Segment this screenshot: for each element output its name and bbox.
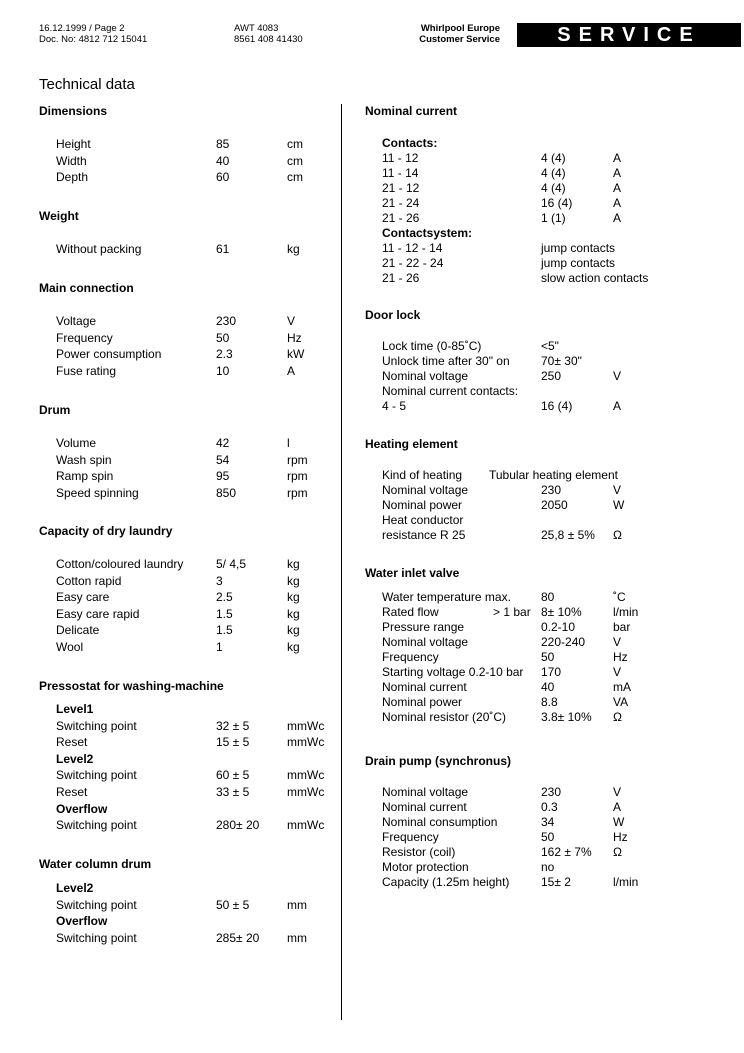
- spec-unit: V: [613, 369, 622, 383]
- spec-label: Without packing: [56, 242, 142, 256]
- spec-unit: V: [287, 314, 296, 328]
- spec-label: Starting voltage 0.2-10 bar: [382, 665, 524, 679]
- section-title-water-column-drum: Water column drum: [39, 857, 152, 871]
- spec-unit: A: [613, 151, 622, 165]
- spec-unit: l/min: [613, 605, 639, 619]
- spec-value: 170: [541, 665, 562, 679]
- spec-unit: V: [613, 665, 622, 679]
- subheading-level2: Level2: [56, 751, 94, 766]
- spec-label: Wash spin: [56, 452, 112, 467]
- spec-value: 1.5: [216, 606, 233, 621]
- section-title-nominal-current: Nominal current: [365, 104, 458, 118]
- spec-value: 15± 2: [541, 875, 571, 889]
- spec-label: Cotton/coloured laundry: [56, 557, 184, 571]
- spec-label: 4 - 5: [382, 399, 407, 413]
- section-title-capacity-of-dry-laundry: Capacity of dry laundry: [39, 524, 173, 538]
- spec-label: Reset: [56, 785, 88, 799]
- spec-unit: V: [613, 785, 622, 799]
- spec-label: Rated flow: [382, 605, 439, 619]
- spec-value: 230: [541, 785, 562, 799]
- spec-unit: mA: [613, 680, 631, 694]
- spec-value: 70± 30": [541, 354, 582, 368]
- spec-value: 54: [216, 452, 230, 467]
- spec-unit: mmWc: [287, 718, 325, 733]
- spec-value: 15 ± 5: [216, 735, 250, 750]
- spec-unit: kg: [287, 557, 300, 571]
- section-title-drum: Drum: [39, 403, 71, 417]
- spec-label: Frequency: [382, 650, 439, 664]
- spec-value: 162 ± 7%: [541, 845, 592, 859]
- spec-value: 34: [541, 815, 555, 829]
- spec-label: Switching point: [56, 818, 137, 833]
- spec-label: Resistor (coil): [382, 845, 456, 859]
- spec-unit: bar: [613, 620, 631, 634]
- service-banner: SERVICE: [517, 23, 741, 47]
- spec-unit: A: [613, 166, 622, 180]
- column-divider: [341, 104, 342, 1020]
- spec-unit: kg: [287, 590, 300, 605]
- spec-unit: Ω: [613, 845, 622, 859]
- spec-label: Nominal current contacts:: [382, 384, 519, 398]
- spec-label: Easy care: [56, 590, 110, 605]
- spec-value: 25,8 ± 5%: [541, 528, 595, 542]
- spec-label: Switching point: [56, 768, 137, 783]
- spec-unit: rpm: [287, 452, 308, 467]
- spec-label: Wool: [56, 640, 84, 654]
- spec-label: Switching point: [56, 930, 137, 945]
- spec-value: jump contacts: [541, 241, 616, 255]
- spec-label: Power consumption: [56, 347, 162, 362]
- spec-note: > 1 bar: [493, 605, 531, 619]
- subheading-level1: Level1: [56, 702, 94, 716]
- spec-label: Water temperature max.: [382, 590, 511, 604]
- spec-value: 33 ± 5: [216, 785, 250, 799]
- subheading-overflow: Overflow: [56, 914, 108, 929]
- spec-label: Volume: [56, 436, 97, 450]
- spec-value: 60 ± 5: [216, 768, 250, 783]
- spec-unit: V: [613, 483, 622, 497]
- spec-value: 16 (4): [541, 399, 573, 413]
- spec-label: Nominal power: [382, 695, 463, 709]
- spec-value: 5/ 4,5: [216, 557, 247, 571]
- spec-label: Reset: [56, 735, 88, 750]
- subheading-contactsystem: Contactsystem:: [382, 226, 473, 240]
- subheading-contacts: Contacts:: [382, 136, 438, 150]
- spec-unit: rpm: [287, 485, 308, 500]
- spec-label: 11 - 12: [382, 151, 419, 165]
- spec-value: 60: [216, 170, 230, 185]
- header-company: Whirlpool Europe: [420, 23, 500, 34]
- spec-value: 8± 10%: [541, 605, 582, 619]
- spec-value: 0.3: [541, 800, 558, 814]
- spec-label: Lock time (0-85˚C): [382, 339, 482, 353]
- spec-value: 8.8: [541, 695, 558, 709]
- spec-note: Tubular heating element: [489, 468, 618, 482]
- spec-value: no: [541, 860, 555, 874]
- spec-label: Switching point: [56, 718, 137, 733]
- spec-value: 40: [541, 680, 555, 694]
- spec-unit: mmWc: [287, 818, 325, 833]
- subheading-overflow: Overflow: [56, 801, 108, 816]
- spec-label: 11 - 14: [382, 166, 419, 180]
- spec-value: 1 (1): [541, 211, 566, 225]
- spec-unit: W: [613, 815, 625, 829]
- spec-label: Pressure range: [382, 620, 465, 634]
- spec-label: Speed spinning: [56, 485, 139, 500]
- spec-unit: kg: [287, 623, 300, 638]
- spec-unit: kg: [287, 573, 300, 588]
- spec-label: Nominal current: [382, 800, 467, 814]
- spec-label: Delicate: [56, 623, 100, 638]
- spec-label: resistance R 25: [382, 528, 466, 542]
- spec-unit: A: [613, 800, 622, 814]
- section-title-drain-pump-synchronus: Drain pump (synchronus): [365, 754, 512, 768]
- spec-label: Unlock time after 30" on: [382, 354, 510, 368]
- subheading-level2: Level2: [56, 881, 94, 895]
- section-title-water-inlet-valve: Water inlet valve: [365, 566, 460, 580]
- spec-unit: W: [613, 498, 625, 512]
- spec-unit: l/min: [613, 875, 639, 889]
- spec-value: 32 ± 5: [216, 718, 250, 733]
- header-right: [380, 23, 500, 45]
- spec-value: 1: [216, 640, 223, 654]
- section-title-weight: Weight: [39, 209, 79, 223]
- spec-label: Motor protection: [382, 860, 469, 874]
- spec-value: 50: [216, 330, 230, 345]
- spec-unit: cm: [287, 137, 303, 151]
- spec-unit: ˚C: [613, 590, 626, 604]
- spec-label: 21 - 12: [382, 181, 420, 195]
- spec-unit: A: [613, 196, 622, 210]
- spec-value: jump contacts: [541, 256, 616, 270]
- spec-unit: kg: [287, 606, 300, 621]
- spec-unit: cm: [287, 153, 303, 168]
- spec-value: 10: [216, 363, 230, 378]
- spec-unit: V: [613, 635, 622, 649]
- spec-label: Nominal power: [382, 498, 463, 512]
- spec-unit: mmWc: [287, 785, 325, 799]
- spec-value: 50 ± 5: [216, 897, 250, 912]
- spec-unit: mm: [287, 930, 307, 945]
- spec-unit: VA: [613, 695, 629, 709]
- header-department: Customer Service: [419, 34, 500, 45]
- spec-label: Nominal consumption: [382, 815, 498, 829]
- spec-label: Cotton rapid: [56, 573, 122, 588]
- spec-value: 280± 20: [216, 818, 260, 833]
- section-title-main-connection: Main connection: [39, 281, 134, 295]
- spec-label: Kind of heating: [382, 468, 463, 482]
- header-part-number: 8561 408 41430: [234, 34, 303, 45]
- spec-value: 4 (4): [541, 151, 566, 165]
- spec-unit: A: [613, 181, 622, 195]
- spec-label: Depth: [56, 170, 89, 185]
- spec-label: 21 - 26: [382, 271, 420, 285]
- spec-unit: Hz: [287, 330, 302, 345]
- spec-unit: Hz: [613, 830, 628, 844]
- spec-label: Width: [56, 153, 87, 168]
- spec-value: 4 (4): [541, 166, 566, 180]
- spec-label: 21 - 26: [382, 211, 420, 225]
- header-model: AWT 4083: [234, 23, 279, 34]
- spec-unit: mmWc: [287, 735, 325, 750]
- spec-value: 230: [541, 483, 562, 497]
- spec-label: 21 - 24: [382, 196, 420, 210]
- spec-unit: mm: [287, 897, 307, 912]
- section-title-heating-element: Heating element: [365, 437, 458, 451]
- spec-label: Frequency: [382, 830, 439, 844]
- spec-label: Nominal voltage: [382, 635, 469, 649]
- spec-unit: A: [287, 363, 296, 378]
- spec-unit: Ω: [613, 528, 622, 542]
- spec-label: Nominal current: [382, 680, 467, 694]
- spec-unit: A: [613, 211, 622, 225]
- spec-label: Ramp spin: [56, 469, 114, 484]
- spec-value: <5": [541, 339, 559, 353]
- spec-label: Fuse rating: [56, 363, 117, 378]
- spec-value: 1.5: [216, 623, 233, 638]
- spec-unit: Ω: [613, 710, 622, 724]
- header-doc-number: Doc. No: 4812 712 15041: [39, 34, 148, 45]
- spec-label: Frequency: [56, 330, 113, 345]
- spec-value: 2.5: [216, 590, 233, 605]
- spec-value: slow action contacts: [541, 271, 649, 285]
- spec-value: 61: [216, 242, 230, 256]
- spec-unit: mmWc: [287, 768, 325, 783]
- spec-unit: kg: [287, 242, 300, 256]
- section-title-door-lock: Door lock: [365, 308, 421, 322]
- spec-value: 2.3: [216, 347, 233, 362]
- spec-value: 0.2-10: [541, 620, 576, 634]
- section-title-dimensions: Dimensions: [39, 104, 108, 118]
- spec-value: 40: [216, 153, 230, 168]
- spec-value: 42: [216, 436, 230, 450]
- spec-label: 21 - 22 - 24: [382, 256, 444, 270]
- spec-label: Capacity (1.25m height): [382, 875, 510, 889]
- spec-value: 16 (4): [541, 196, 573, 210]
- spec-value: 3: [216, 573, 223, 588]
- spec-label: Nominal voltage: [382, 369, 469, 383]
- spec-value: 2050: [541, 498, 568, 512]
- spec-label: Switching point: [56, 897, 137, 912]
- spec-value: 80: [541, 590, 555, 604]
- spec-value: 85: [216, 137, 230, 151]
- spec-value: 50: [541, 650, 555, 664]
- spec-label: Easy care rapid: [56, 606, 140, 621]
- spec-value: 4 (4): [541, 181, 566, 195]
- spec-value: 50: [541, 830, 555, 844]
- spec-value: 250: [541, 369, 562, 383]
- spec-unit: rpm: [287, 469, 308, 484]
- spec-value: 95: [216, 469, 230, 484]
- header-date-page: 16.12.1999 / Page 2: [39, 23, 125, 34]
- spec-label: Voltage: [56, 314, 97, 328]
- spec-unit: cm: [287, 170, 303, 185]
- spec-label: Heat conductor: [382, 513, 464, 527]
- spec-unit: kW: [287, 347, 305, 362]
- header-mid: [234, 23, 303, 45]
- spec-value: 230: [216, 314, 237, 328]
- spec-unit: Hz: [613, 650, 628, 664]
- spec-value: 220-240: [541, 635, 586, 649]
- spec-value: 850: [216, 485, 237, 500]
- spec-unit: A: [613, 399, 622, 413]
- spec-unit: l: [287, 436, 290, 450]
- spec-label: Height: [56, 137, 91, 151]
- header-left: [39, 23, 147, 45]
- spec-label: Nominal resistor (20˚C): [382, 710, 507, 724]
- section-title-pressostat-for-washing-machine: Pressostat for washing-machine: [39, 679, 224, 693]
- spec-label: Nominal voltage: [382, 785, 469, 799]
- spec-value: 285± 20: [216, 930, 260, 945]
- spec-label: Nominal voltage: [382, 483, 469, 497]
- page-title: Technical data: [39, 76, 135, 93]
- spec-label: 11 - 12 - 14: [382, 241, 443, 255]
- spec-unit: kg: [287, 640, 300, 654]
- spec-value: 3.8± 10%: [541, 710, 592, 724]
